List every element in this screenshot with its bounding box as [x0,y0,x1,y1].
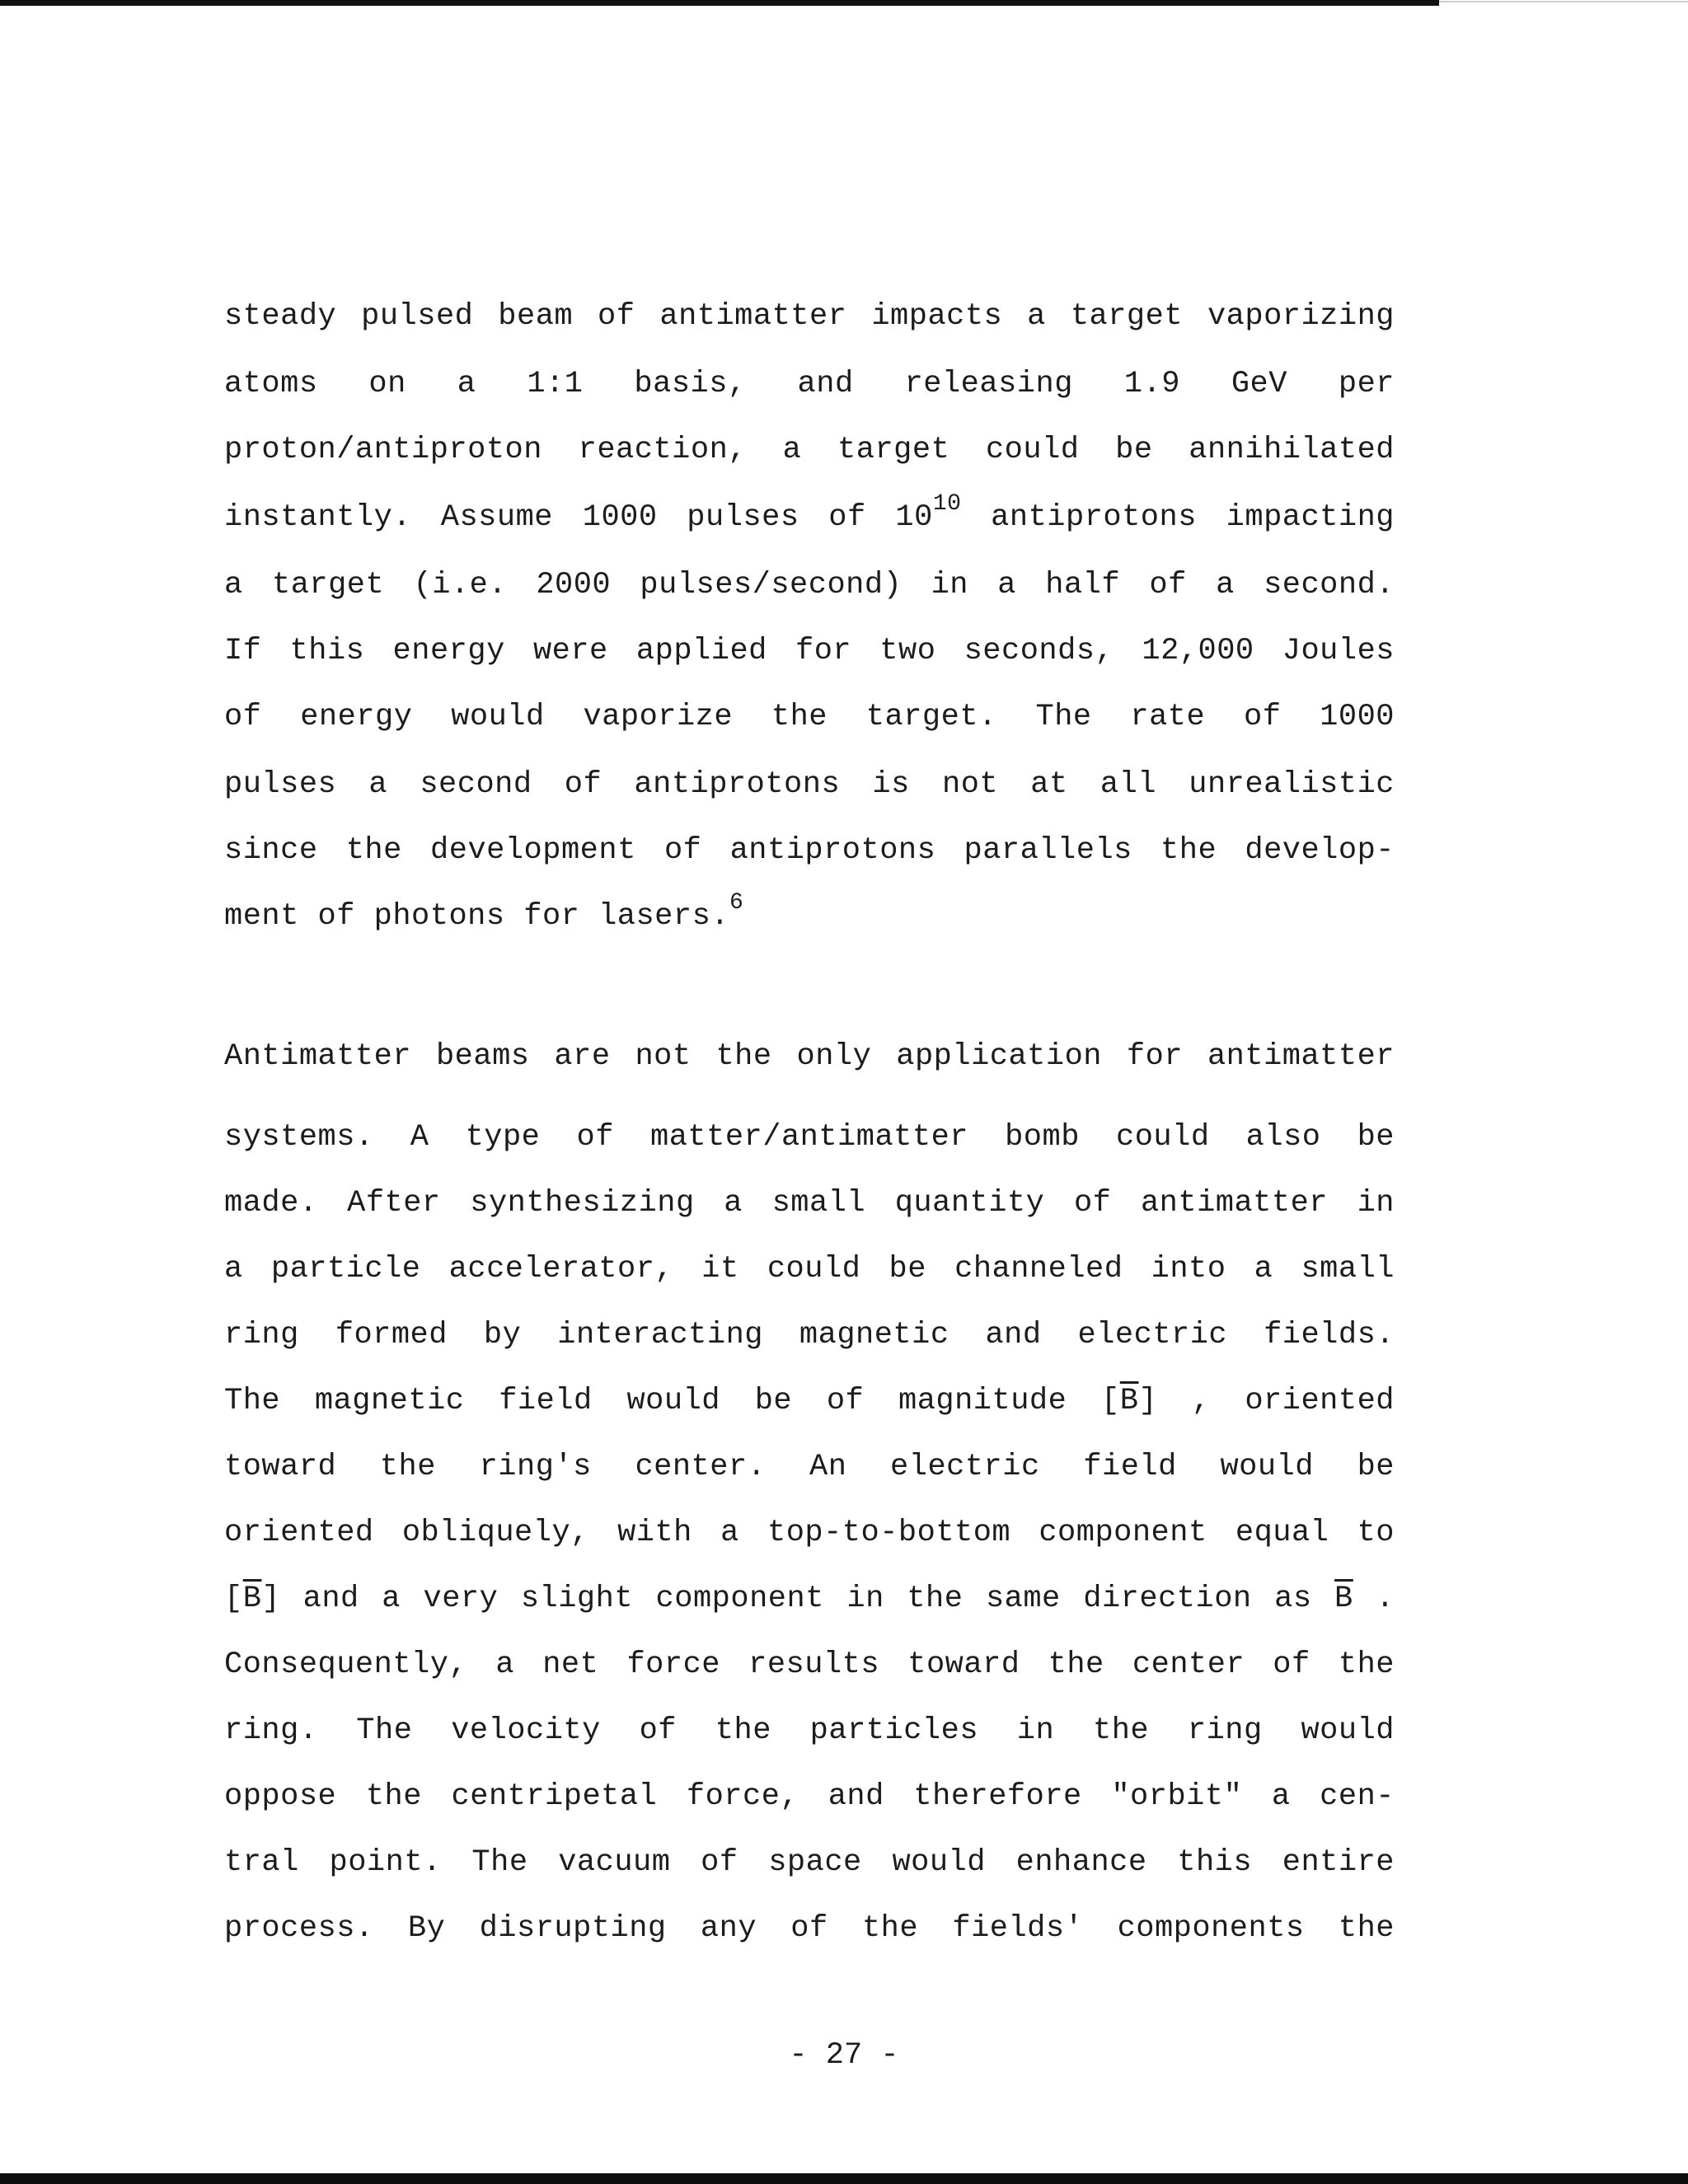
text-segment: . [1353,1582,1395,1616]
text-line [224,1577,1395,1620]
scan-top-edge-faint [1439,1,1688,2]
text-line [224,490,1395,539]
text-line: If this energy were applied for two seconds, 12,000 Joules [224,634,1395,668]
text-segment: instantly. Assume 1000 pulses of 10 [224,500,933,535]
text-line: ring formed by interacting magnetic and electric fields. [224,1318,1395,1352]
text-line: tral point. The vacuum of space would enhance this entire [224,1845,1395,1880]
text-line: steady pulsed beam of antimatter impacts a target vaporizing [224,299,1395,334]
text-line: oppose the centripetal force, and therefore "orbit" a cen- [224,1779,1395,1814]
vector-symbol: $\overline{B}$ [1334,1582,1353,1616]
text-segment: ment of photons for lasers. [224,899,729,934]
text-line: toward the ring's center. An electric field would be [224,1450,1395,1484]
superscript-exponent: 10 [932,490,962,517]
vector-symbol: $\overline{B}$ [1119,1384,1139,1418]
text-segment: ] , oriented [1138,1384,1395,1418]
text-segment: antiprotons impacting [961,500,1395,535]
scan-bottom-edge [0,2173,1688,2184]
text-line: systems. A type of matter/antimatter bomb could also be [224,1120,1395,1155]
scan-top-edge [0,0,1439,6]
text-line: oriented obliquely, with a top-to-bottom component equal to [224,1516,1395,1550]
text-line [224,1380,1395,1422]
text-line: pulses a second of antiprotons is not at all unrealistic [224,767,1395,802]
footnote-reference: 6 [729,889,744,916]
text-line: atoms on a 1:1 basis, and releasing 1.9 GeV per [224,367,1395,401]
text-line: Consequently, a net force results toward the center of the [224,1647,1395,1682]
text-line [224,889,1395,938]
text-segment: [ [224,1582,243,1616]
text-line: proton/antiproton reaction, a target could be annihilated [224,433,1395,467]
text-segment: The magnetic field would be of magnitude [ [224,1384,1120,1418]
text-line: of energy would vaporize the target. The rate of 1000 [224,700,1395,734]
text-line: since the development of antiprotons parallels the develop- [224,833,1395,868]
text-line: Antimatter beams are not the only application for antimatter [224,1039,1395,1074]
text-line: process. By disrupting any of the fields' components the [224,1911,1395,1946]
vector-symbol: $\overline{B}$ [242,1582,262,1616]
text-line: ring. The velocity of the particles in the ring would [224,1713,1395,1748]
text-line: a particle accelerator, it could be channeled into a small [224,1252,1395,1286]
text-line: made. After synthesizing a small quantity of antimatter in [224,1186,1395,1221]
text-line: a target (i.e. 2000 pulses/second) in a half of a second. [224,568,1395,602]
text-segment: ] and a very slight component in the same direction as [261,1582,1335,1616]
page-number: - 27 - [789,2038,899,2073]
